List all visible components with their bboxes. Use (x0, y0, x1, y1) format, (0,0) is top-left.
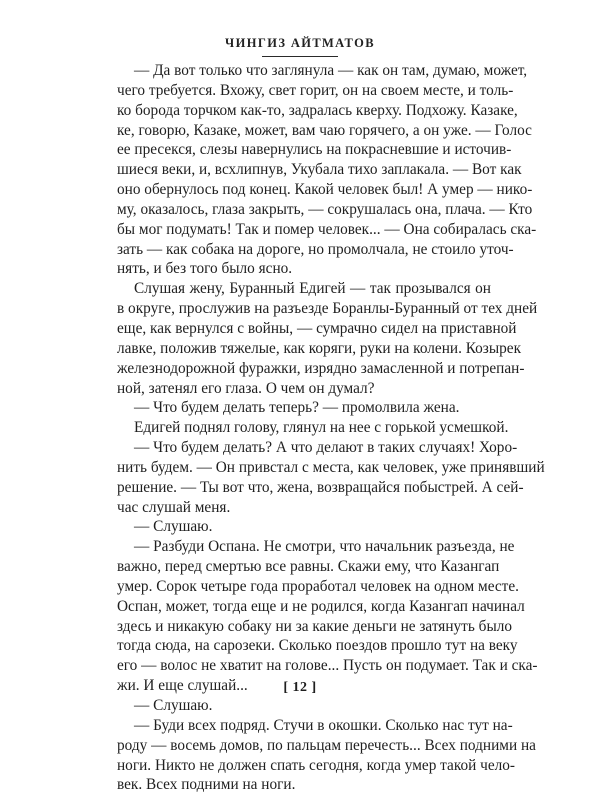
text-line: его — волос не хватит на голове... Пусть он подумает. Так и ска- (117, 657, 538, 675)
text-line: — Буди всех подряд. Стучи в окошки. Сколько нас тут на- (134, 716, 513, 734)
text-line: оно обернулось под конец. Какой человек был! А умер — нико- (117, 181, 533, 199)
text-line: ке, говорю, Казаке, может, вам чаю горячего, а он уже. — Голос (117, 121, 532, 139)
text-line: шиеся веки, и, всхлипнув, Укубала тихо заплакала. — Вот как (117, 161, 522, 179)
text-line: нять, и без того было ясно. (117, 260, 293, 278)
text-line: чего требуется. Вхожу, свет горит, он на своем месте, и толь- (117, 81, 514, 99)
text-line: еще, как вернулся с войны, — сумрачно сидел на приставной (117, 319, 517, 337)
text-line: зать — как собака на дороге, но промолчала, не стоило уточ- (117, 240, 514, 258)
text-line: нить будем. — Он привстал с места, как человек, уже принявший (117, 458, 545, 476)
page-number: [ 12 ] (283, 680, 317, 695)
text-line: решение. — Ты вот что, жена, возвращайся побыстрей. А сей- (117, 478, 524, 496)
text-line: ее пресекся, слезы навернулись на покрасневшие и источив- (117, 141, 512, 159)
text-line: в округе, прослужив на разъезде Боранлы-Буранный от тех дней (117, 300, 538, 318)
text-line: ко борода торчком как-то, задралась кверху. Подхожу. Казаке, (117, 101, 518, 119)
text-line: тогда сюда, на сарозеки. Сколько поездов прошло тут на веку (117, 637, 518, 655)
text-line: бы мог подумать! Так и помер человек... — Она собиралась ска- (117, 220, 537, 238)
text-line: Оспан, может, тогда еще и не родился, когда Казангап начинал (117, 597, 525, 615)
text-line: роду — восемь домов, по пальцам перечесть... Всех подними на (117, 736, 536, 754)
text-line: Едигей поднял голову, глянул на нее с горькой усмешкой. (134, 419, 509, 437)
text-line: — Что будем делать? А что делают в таких случаях! Хоро- (134, 439, 518, 457)
text-line: Слушая жену, Буранный Едигей — так прозывался он (134, 280, 491, 298)
text-line: железнодорожной фуражки, изрядно замасленной и потрепан- (117, 359, 525, 377)
text-line: — Да вот только что заглянула — как он там, думаю, может, (134, 62, 528, 79)
text-line: лавке, положив тяжелые, как коряги, руки на колени. Козырек (117, 339, 521, 357)
running-header: ЧИНГИЗ АЙТМАТОВ (225, 36, 375, 50)
text-line: — Слушаю. (134, 697, 213, 714)
text-line: — Разбуди Оспана. Не смотри, что начальник разъезда, не (134, 538, 515, 556)
text-line: умер. Сорок четыре года проработал человек на одном месте. (117, 577, 519, 595)
text-line: важно, перед смертью все равны. Скажи ему, что Казангап (117, 558, 500, 576)
text-line: жи. И еще слушай... (117, 677, 248, 695)
text-line: — Что будем делать теперь? — промолвила жена. (134, 399, 460, 417)
text-line: час слушай меня. (117, 498, 231, 516)
text-line: здесь и никакую собаку ни за какие деньги не затянуть было (117, 617, 513, 635)
text-line: — Слушаю. (134, 518, 213, 536)
text-line: му, оказалось, глаза закрыть, — сокрушалась она, плача. — Кто (117, 200, 533, 218)
header-rule (262, 56, 338, 57)
text-line: ноги. Никто не должен спать сегодня, когда умер такой чело- (117, 756, 516, 774)
text-line: ной, затенял его глаза. О чем он думал? (117, 379, 375, 397)
text-line: век. Всех подними на ноги. (117, 776, 296, 794)
